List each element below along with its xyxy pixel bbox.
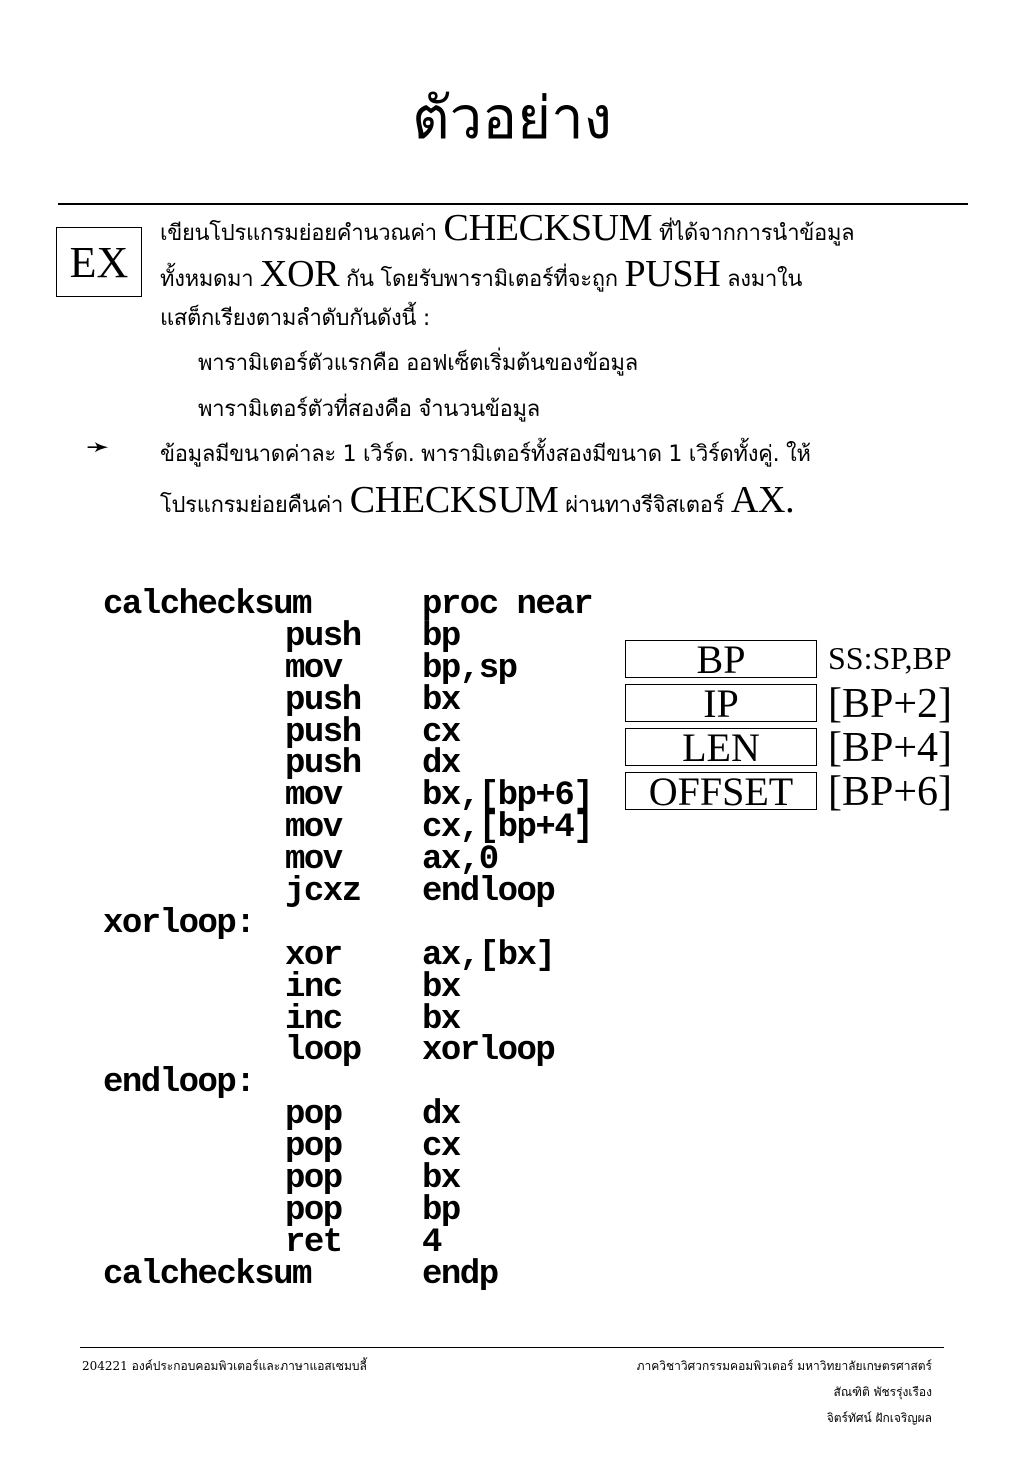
code-line — [103, 1191, 592, 1230]
code-label — [103, 1164, 285, 1196]
term-ax: AX. — [730, 479, 795, 521]
text: กัน โดยรับพารามิเตอร์ที่จะถูก — [339, 267, 625, 292]
term-checksum: CHECKSUM — [443, 207, 653, 249]
term-push: PUSH — [624, 253, 721, 295]
text: ทั้งหมดมา — [160, 267, 260, 292]
stack-addr-bp-4: [BP+4] — [828, 725, 953, 771]
code-operand: cx — [422, 713, 460, 752]
code-mnemonic: mov — [285, 649, 342, 688]
code-line — [103, 904, 592, 943]
code-mnemonic: mov — [285, 809, 342, 848]
assembly-code — [103, 586, 593, 1294]
code-line — [103, 1064, 592, 1103]
code-mnemonic — [285, 1260, 422, 1292]
footer-department: ภาควิชาวิศวกรรมคอมพิวเตอร์ มหาวิทยาลัยเกษตรศาสตร์ — [636, 1359, 932, 1373]
code-line — [103, 617, 592, 656]
code-operand: xorloop — [422, 1032, 555, 1071]
stack-addr-sp-bp: SS:SP,BP — [828, 640, 952, 676]
code-mnemonic: ret — [285, 1223, 342, 1262]
code-operand: ax,[bx] — [422, 936, 555, 975]
code-label — [103, 1005, 285, 1037]
text: ลงมาใน — [720, 267, 803, 292]
footer-author-2: จิตร์ทัศน์ ฝักเจริญผล — [826, 1411, 932, 1425]
code-mnemonic: loop — [285, 1032, 361, 1071]
code-mnemonic: push — [285, 713, 361, 752]
code-operand: cx — [422, 1128, 460, 1167]
code-line — [103, 1160, 592, 1199]
code-operand: bp — [422, 617, 460, 656]
code-line — [103, 968, 592, 1007]
stack-addr-bp-2: [BP+2] — [828, 681, 953, 727]
code-line — [103, 681, 592, 720]
stack-cell-ip: IP — [625, 684, 817, 722]
code-line — [103, 1128, 592, 1167]
code-line — [103, 1223, 592, 1262]
code-line — [103, 1096, 592, 1135]
code-label — [103, 973, 285, 1005]
code-label — [103, 1196, 285, 1228]
code-line — [103, 936, 592, 975]
param-1-line: พารามิเตอร์ตัวแรกคือ ออฟเซ็ตเริ่มต้นของข้อมูล — [198, 351, 638, 376]
paragraph-line-7 — [160, 475, 794, 531]
code-mnemonic: pop — [285, 1160, 342, 1199]
term-xor: XOR — [259, 253, 340, 295]
code-mnemonic: inc — [285, 1000, 342, 1039]
code-operand: dx — [422, 1096, 460, 1135]
code-operand: endloop — [422, 873, 555, 912]
code-label — [103, 686, 285, 718]
code-operand: dx — [422, 745, 460, 784]
code-operand: proc near — [422, 586, 593, 624]
code-operand: bx — [422, 681, 460, 720]
code-label — [103, 845, 285, 877]
code-operand: bp,sp — [422, 649, 517, 688]
stack-cell-bp: BP — [625, 640, 817, 678]
code-line — [103, 649, 592, 688]
code-operand: 4 — [422, 1223, 441, 1262]
code-label — [103, 1132, 285, 1164]
code-mnemonic: pop — [285, 1096, 342, 1135]
code-mnemonic: push — [285, 617, 361, 656]
code-label — [103, 718, 285, 750]
stack-cell-len: LEN — [625, 728, 817, 766]
code-label: endloop: — [103, 1064, 255, 1103]
code-operand: bx — [422, 1160, 460, 1199]
footer-divider — [80, 1347, 944, 1348]
code-mnemonic: pop — [285, 1191, 342, 1230]
paragraph-line-6: ข้อมูลมีขนาดค่าละ 1 เวิร์ด. พารามิเตอร์ทั้งสองมีขนาด 1 เวิร์ดทั้งคู่. ให้ — [160, 442, 811, 467]
code-label: xorloop: — [103, 904, 255, 943]
code-mnemonic: inc — [285, 968, 342, 1007]
page-title: ตัวอย่าง — [412, 84, 612, 152]
code-label — [103, 781, 285, 813]
example-label: EX — [56, 227, 142, 297]
param-2-line: พารามิเตอร์ตัวที่สองคือ จำนวนข้อมูล — [198, 397, 540, 422]
code-mnemonic: push — [285, 745, 361, 784]
code-operand: bx — [422, 968, 460, 1007]
stack-addr-bp-6: [BP+6] — [828, 769, 953, 815]
code-mnemonic: jcxz — [285, 873, 361, 912]
term-checksum: CHECKSUM — [349, 479, 559, 521]
code-line — [103, 1255, 592, 1294]
text: ผ่านทางรีจิสเตอร์ — [558, 493, 731, 518]
code-operand: bp — [422, 1191, 460, 1230]
footer-author-1: สัณฑิติ พัชรรุ่งเรือง — [833, 1385, 932, 1399]
code-operand: cx,[bp+4] — [422, 809, 593, 848]
code-mnemonic: mov — [285, 777, 342, 816]
footer-course: 204221 องค์ประกอบคอมพิวเตอร์และภาษาแอสเซมบลี้ — [82, 1359, 367, 1373]
text: ที่ได้จากการนำข้อมูล — [652, 221, 855, 246]
text: โปรแกรมย่อยคืนค่า — [160, 493, 350, 518]
code-mnemonic: xor — [285, 936, 342, 975]
code-mnemonic: pop — [285, 1128, 342, 1167]
code-mnemonic: mov — [285, 841, 342, 880]
code-label — [103, 1228, 285, 1260]
code-mnemonic: push — [285, 681, 361, 720]
stack-cell-offset: OFFSET — [625, 772, 817, 810]
code-label — [103, 622, 285, 654]
code-mnemonic — [285, 909, 422, 941]
code-operand: bx — [422, 1000, 460, 1039]
text: เขียนโปรแกรมย่อยคำนวณค่า — [160, 221, 444, 246]
code-label — [103, 813, 285, 845]
code-label — [103, 749, 285, 781]
code-operand: endp — [422, 1255, 498, 1294]
code-operand: bx,[bp+6] — [422, 777, 593, 816]
code-line — [103, 809, 593, 848]
arrow-icon: ➛ — [86, 430, 110, 463]
code-label: calchecksum — [103, 1255, 311, 1294]
code-label — [103, 941, 285, 973]
code-label: calchecksum — [103, 586, 311, 624]
paragraph-line-3: แสต็กเรียงตามลำดับกันดังนี้ : — [160, 306, 430, 331]
code-operand: ax,0 — [422, 841, 498, 880]
code-label — [103, 1100, 285, 1132]
code-label — [103, 654, 285, 686]
